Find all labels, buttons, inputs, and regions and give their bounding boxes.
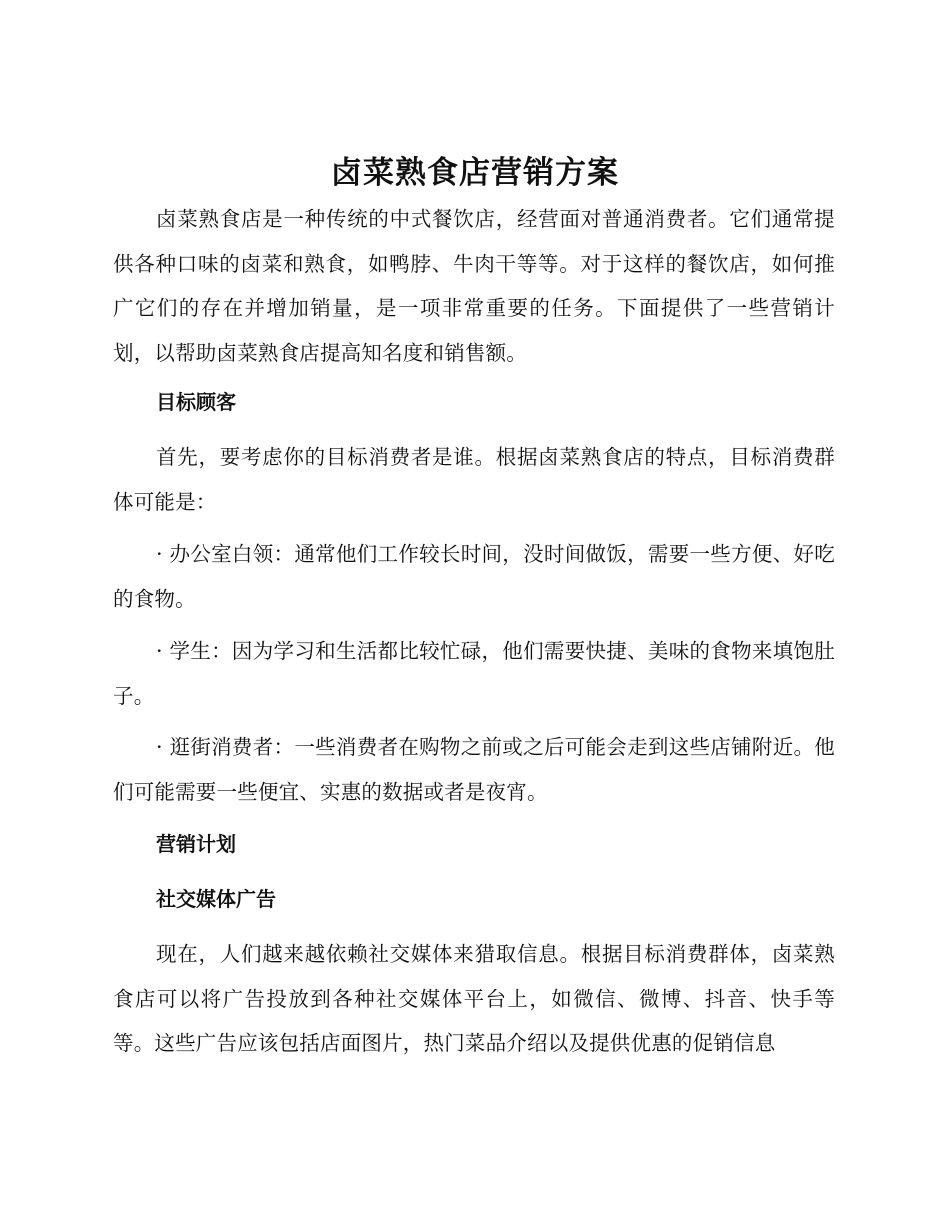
target-intro-paragraph: 首先，要考虑你的目标消费者是谁。根据卤菜熟食店的特点，目标消费群体可能是： [113, 445, 835, 514]
target-item-office-workers: · 办公室白领：通常他们工作较长时间，没时间做饭，需要一些方便、好吃的食物。 [113, 542, 835, 611]
subheading-social-media-ads: 社交媒体广告 [156, 887, 276, 911]
social-media-paragraph: 现在，人们越来越依赖社交媒体来猎取信息。根据目标消费群体，卤菜熟食店可以将广告投放到各种社交媒体平台上，如微信、微博、抖音、快手等等。这些广告应该包括店面图片，热门菜品介绍以及提供优惠的促销信息 [113, 942, 835, 1055]
target-item-shoppers: · 逛街消费者：一些消费者在购物之前或之后可能会走到这些店铺附近。他们可能需要一些便宜、实惠的数据或者是夜宵。 [113, 735, 835, 804]
intro-paragraph: 卤菜熟食店是一种传统的中式餐饮店，经营面对普通消费者。它们通常提供各种口味的卤菜和熟食，如鸭脖、牛肉干等等。对于这样的餐饮店，如何推广它们的存在并增加销量，是一项非常重要的任务。下面提供了一些营销计划，以帮助卤菜熟食店提高知名度和销售额。 [113, 207, 835, 365]
section-heading-target-customers: 目标顾客 [156, 390, 236, 414]
section-heading-marketing-plan: 营销计划 [156, 832, 236, 856]
document-title: 卤菜熟食店营销方案 [331, 155, 619, 191]
target-item-students: · 学生：因为学习和生活都比较忙碌，他们需要快捷、美味的食物来填饱肚子。 [113, 639, 835, 708]
